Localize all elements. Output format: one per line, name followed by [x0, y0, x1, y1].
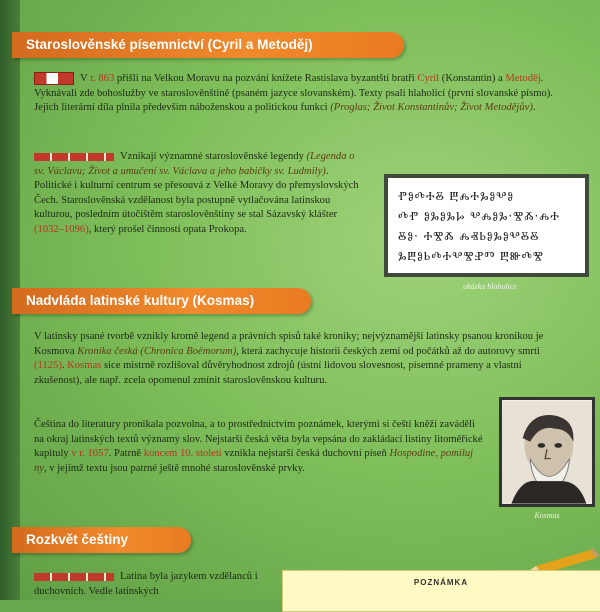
section-title-kosmas: Nadvláda latinské kultury (Kosmas): [12, 288, 311, 314]
paragraph-marker: [34, 573, 114, 581]
glagolitic-line: ⰄⰒ ⰑⰃⰑⰃⰘ ⰂⰎⰑⰃ·ⰊⰆ·ⰎⰀ: [398, 209, 560, 223]
notes-title: POZNÁMKA: [413, 578, 469, 587]
paragraph-marker: [34, 72, 74, 85]
paragraph-legends: Vznikají významné staroslověnské legendy (Legenda o sv. Václavu; Život a umučení sv. Václava a jeho babičky sv. Ludmily). Politické i kulturní centrum se přesouvá z Velké Moravy do přemyslovských Čech. Staroslověnská vzdělanost byla postupně vytlačována latinskou kulturou, posledním útočištěm staroslověnštiny se stal Sázavský klášter (1032–1096), který prošel činností opata Prokopa.: [34, 151, 359, 235]
portrait-caption: Kosmas: [534, 511, 560, 520]
paragraph-kosmas: V latinsky psané tvorbě vznikly kromě legend a právních spisů také kroniky; nejvýznamější latinsky psanou kronikou je Kosmova Kronika česká (Chronica Boëmorum), která zachycuje historii českých zemí od počátků až do autorovy smrti (1125). Kosmas sice mistrně rozlišoval důvěryhodnost zdrojů (ústní lidovou slovesnost, písemné prameny a vlastní zkušenost), ale např. zcela opomenul zmínit staroslověnskou kulturu.: [34, 331, 544, 386]
kosmas-portrait-image: [502, 400, 592, 504]
paragraph-cyril-metodej: V r. 863 přišli na Velkou Moravu na pozvání knížete Rastislava byzantští bratři Cyril (Konstantin) a Metoděj. Vyknávali zde bohoslužby ve staroslověnštině (psaném jazyce slovanském). Texty psali hlaholicí (první slovanské písmo). Jejich literární díla plnila především náboženskou a politickou funkci (Proglas; Život Konstantinův; Život Metodějův).: [34, 73, 553, 114]
glagolitic-sample: [384, 174, 589, 277]
paragraph-czech-language: Čeština do literatury pronikala pozvolna, a to prostřednictvím poznámek, kterými si čeští kněží zaváděli na okraj latinských textů významy slov. Nejstarší česká věta byla vepsána do zakládací listiny litoměřické kapituly v r. 1057. Patrně koncem 10. století vznikla nejstarší česká duchovní píseň Hospodine, pomiluj ny, v jejímž textu jsou patrné ještě mnohé staroslověnské prvky.: [34, 419, 483, 474]
notes-box: [282, 570, 600, 612]
section-title-rozkvet-cestiny: Rozkvět češtiny: [12, 527, 191, 553]
paragraph-marker: [34, 153, 114, 161]
paragraph-rozkvet: Latina byla jazykem vzdělanců i duchovních. Vedle latinských: [34, 571, 258, 597]
glagolitic-line: ⰒⰑⰄⰀⰋ ⰁⰎⰀⰃⰑⰂⰑ: [398, 189, 514, 203]
glagolitic-caption: ukázka hlaholice: [463, 282, 517, 291]
kosmas-portrait: [499, 397, 595, 507]
glagolitic-line: ⰋⰑ· ⰀⰊⰆ ⰎⰟⰓⰑⰃⰑⰂⰋⰋ: [398, 229, 540, 243]
glagolitic-line: ⰃⰁⰑⰓⰄⰀⰂⰊⰐⰕ ⰁⰖⰄⰊ: [398, 249, 544, 263]
section-title-cyril-metodej: Staroslověnské písemnictví (Cyril a Metoděj): [12, 32, 404, 58]
